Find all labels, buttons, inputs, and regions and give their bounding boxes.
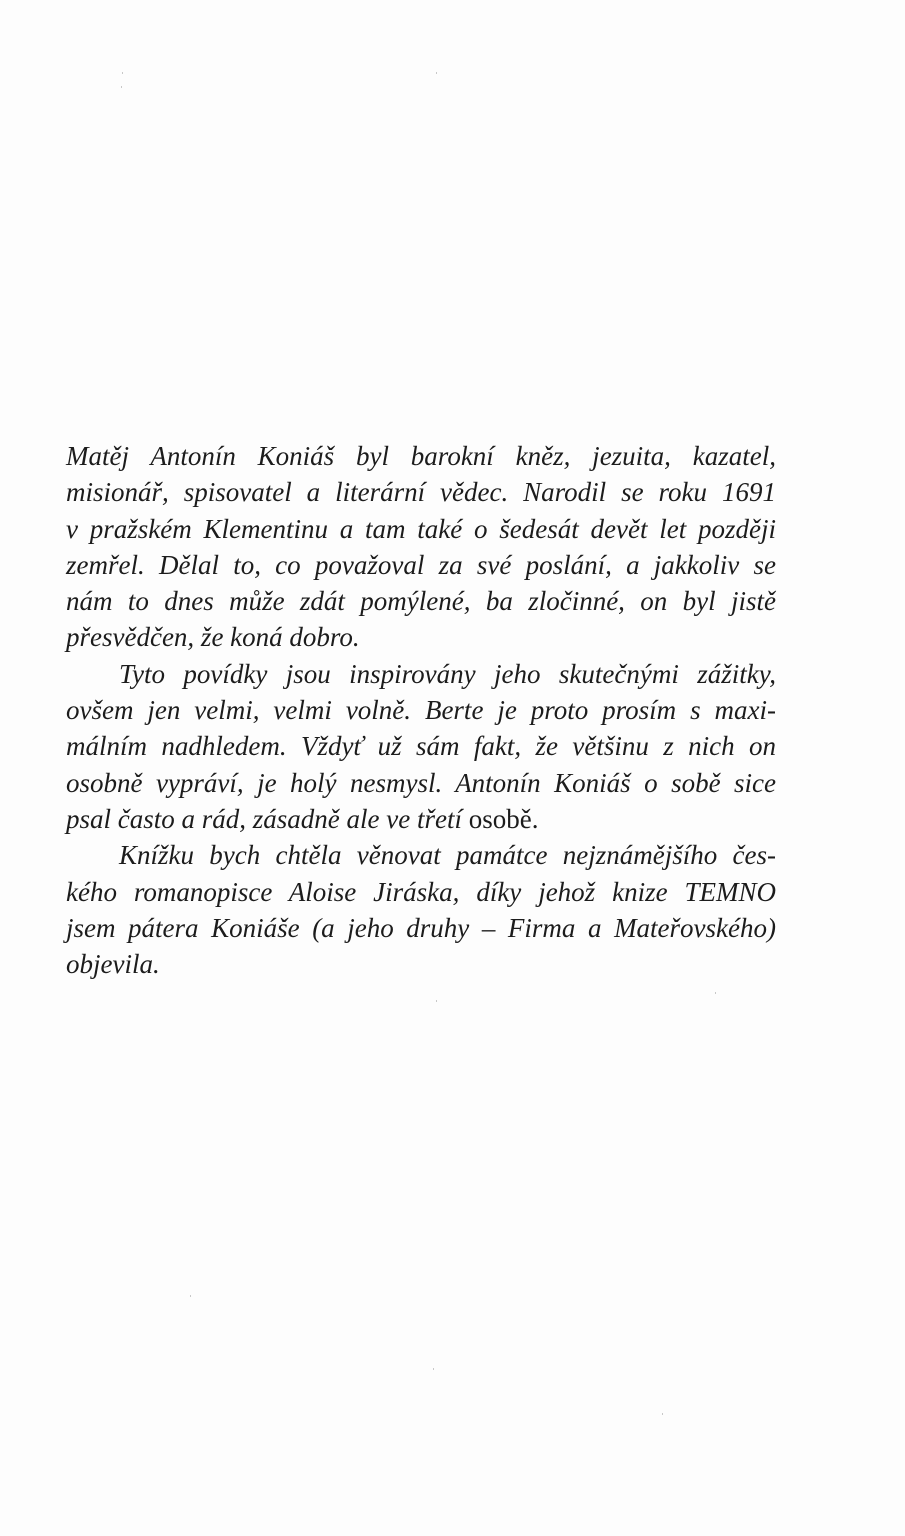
text-line: přesvědčen, že koná dobro.	[66, 622, 360, 653]
scan-speck	[662, 1413, 663, 1415]
text-line: misionář, spisovatel a literární vědec. Narodil se roku 1691	[66, 477, 776, 508]
scan-speck	[121, 86, 122, 88]
text-line: v pražském Klementinu a tam také o šedesát devět let později	[66, 513, 776, 544]
text-line: Tyto povídky jsou inspirovány jeho skutečnými zážitky,	[119, 658, 776, 689]
scan-speck	[122, 72, 123, 74]
foreword-text	[66, 438, 776, 982]
text-line: jsem pátera Koniáše (a jeho druhy – Firma a Mateřovského)	[66, 912, 776, 943]
scan-speck	[715, 992, 716, 994]
paragraph-2	[66, 656, 776, 837]
text-line: kého romanopisce Aloise Jiráska, díky jehož knize TEMNO	[66, 876, 776, 907]
scan-speck	[436, 1000, 437, 1002]
scan-speck	[190, 1295, 191, 1297]
scan-speck	[433, 1368, 434, 1370]
text-line: osobně vypráví, je holý nesmysl. Antonín Koniáš o sobě sice	[66, 767, 776, 798]
text-line: zemřel. Dělal to, co považoval za své poslání, a jakkoliv se	[66, 549, 776, 580]
text-line	[66, 801, 776, 837]
text-line-upright-word: osobě.	[468, 803, 539, 834]
text-line: objevila.	[66, 949, 160, 980]
text-line: málním nadhledem. Vždyť už sám fakt, že většinu z nich on	[66, 731, 776, 762]
text-line: nám to dnes může zdát pomýlené, ba zločinné, on byl jistě	[66, 586, 776, 617]
text-line: Knížku bych chtěla věnovat památce nejznámějšího čes-	[119, 840, 776, 871]
scan-speck	[436, 72, 437, 74]
text-line: Matěj Antonín Koniáš byl barokní kněz, jezuita, kazatel,	[66, 441, 776, 471]
text-line-italic-part: psal často a rád, zásadně ale ve třetí	[66, 803, 462, 834]
text-line: ovšem jen velmi, velmi volně. Berte je proto prosím s maxi-	[66, 695, 776, 726]
paragraph-1	[66, 438, 776, 656]
paragraph-3	[66, 837, 776, 982]
